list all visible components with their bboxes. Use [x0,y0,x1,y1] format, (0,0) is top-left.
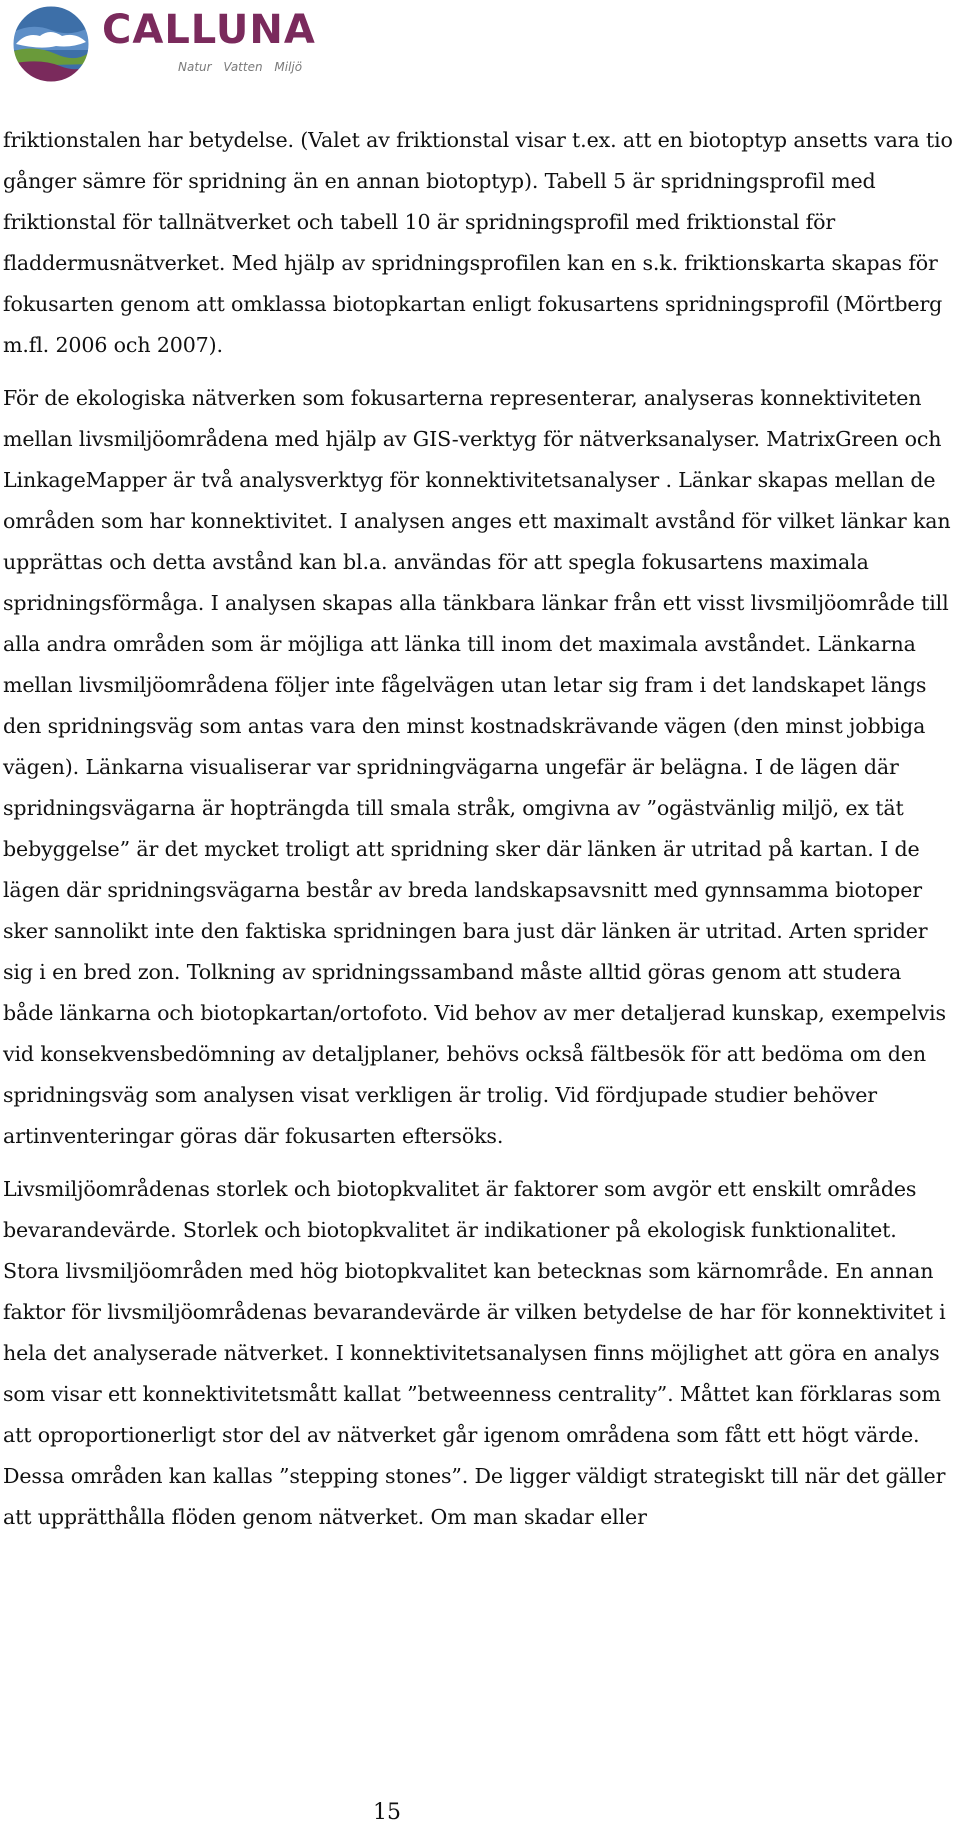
page-number: 15 [373,1800,401,1825]
document-body [3,120,955,1538]
page-header [10,4,410,84]
paragraph: Livsmiljöområdenas storlek och biotopkvalitet är faktorer som avgör ett enskilt områdes bevarandevärde. Storlek och biotopkvalitet är indikationer på ekologisk funktionalitet. Stora livsmiljöområden med hög biotopkvalitet kan betecknas som kärnområde. En annan faktor för livsmiljöområdenas bevarandevärde är vilken betydelse de har för konnektivitet i hela det analyserade nätverket. I konnektivitetsanalysen finns möjlighet att göra en analys som visar ett konnektivitetsmått kallat ”betweenness centrality”. Måttet kan förklaras som att oproportionerligt stor del av nätverket går igenom områdena som fått ett högt värde. Dessa områden kan kallas ”stepping stones”. De ligger väldigt strategiskt till när det gäller att upprätthålla flöden genom nätverket. Om man skadar eller [3,1177,946,1529]
brand-logo-text: CALLUNA [102,7,316,53]
paragraph: friktionstalen har betydelse. (Valet av friktionstal visar t.ex. att en biotoptyp ansetts vara tio gånger sämre för spridning än en annan biotoptyp). Tabell 5 är spridningsprofil med friktionstal för tallnätverket och tabell 10 är spridningsprofil med friktionstal för fladdermusnätverket. Med hjälp av spridningsprofilen kan en s.k. friktionskarta skapas för fokusarten genom att omklassa biotopkartan enligt fokusartens spridningsprofil (Mörtberg m.fl. 2006 och 2007). [3,128,953,357]
paragraph: För de ekologiska nätverken som fokusarterna representerar, analyseras konnektiviteten mellan livsmiljöområdena med hjälp av GIS-verktyg för nätverksanalyser. MatrixGreen och LinkageMapper är två analysverktyg för konnektivitetsanalyser . Länkar skapas mellan de områden som har konnektivitet. I analysen anges ett maximalt avstånd för vilket länkar kan upprättas och detta avstånd kan bl.a. användas för att spegla fokusartens maximala spridningsförmåga. I analysen skapas alla tänkbara länkar från ett visst livsmiljöområde till alla andra områden som är möjliga att länka till inom det maximala avståndet. Länkarna mellan livsmiljöområdena följer inte fågelvägen utan letar sig fram i det landskapet längs den spridningsväg som antas vara den minst kostnadskrävande vägen (den minst jobbiga vägen). Länkarna visualiserar var spridningvägarna ungefär är belägna. I de lägen där spridningsvägarna är hopträngda till smala stråk, omgivna av ”ogästvänlig miljö, ex tät bebyggelse” är det mycket troligt att spridning sker där länken är utritad på kartan. I de lägen där spridningsvägarna består av breda landskapsavsnitt med gynnsamma biotoper sker sannolikt inte den faktiska spridningen bara just där länken är utritad. Arten sprider sig i en bred zon. Tolkning av spridningssamband måste alltid göras genom att studera både länkarna och biotopkartan/ortofoto. Vid behov av mer detaljerad kunskap, exempelvis vid konsekvensbedömning av detaljplaner, behövs också fältbesök för att bedöma om den spridningsväg som analysen visat verkligen är trolig. Vid fördjupade studier behöver artinventeringar göras där fokusarten eftersöks. [3,386,951,1148]
calluna-logo-icon [10,4,92,84]
brand-tagline: Natur Vatten Miljö [178,60,303,74]
